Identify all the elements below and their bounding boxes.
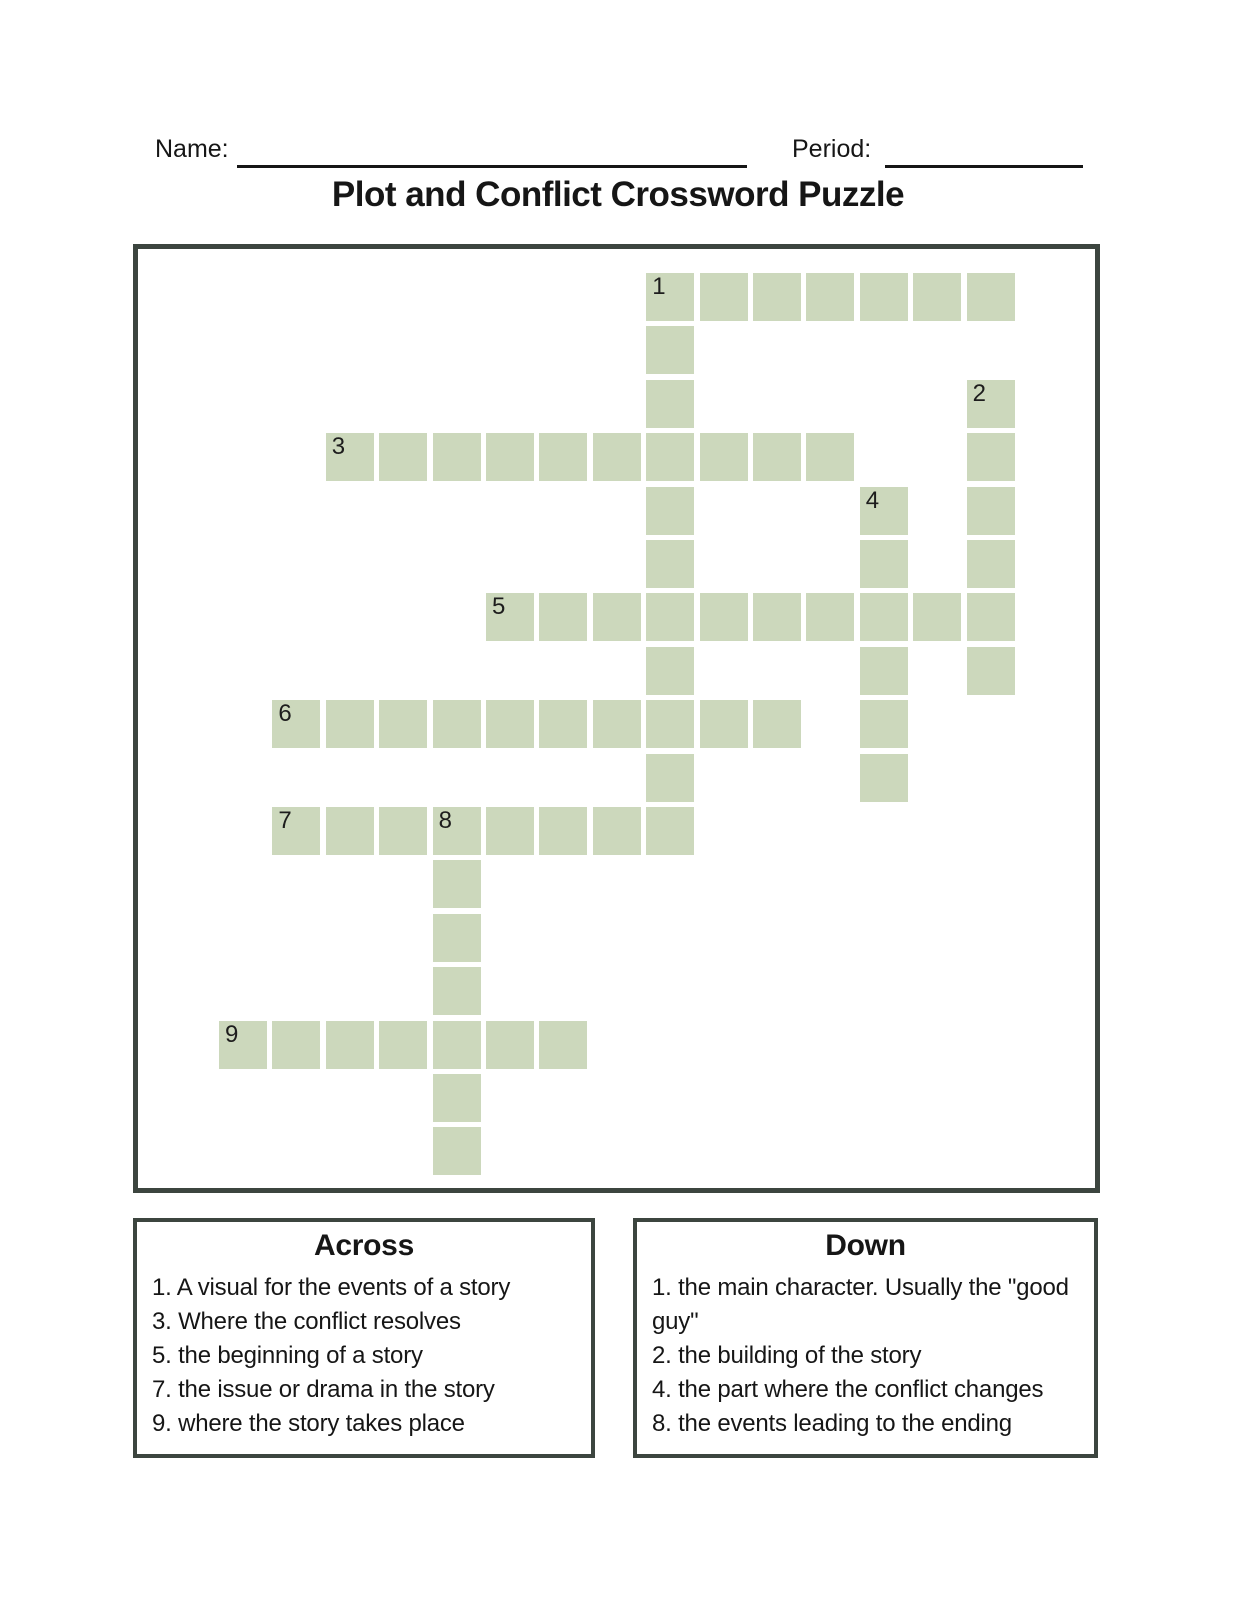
grid-cell[interactable] — [700, 273, 748, 321]
grid-cell[interactable] — [593, 433, 641, 481]
grid-cell[interactable] — [539, 700, 587, 748]
cell-number: 3 — [331, 433, 346, 461]
grid-cell[interactable] — [700, 700, 748, 748]
grid-cell[interactable] — [860, 540, 908, 588]
grid-cell[interactable] — [433, 433, 481, 481]
grid-cell[interactable] — [860, 487, 908, 535]
grid-cell[interactable] — [700, 593, 748, 641]
grid-cell[interactable] — [860, 593, 908, 641]
grid-cell[interactable] — [967, 540, 1015, 588]
clue-item: 5. the beginning of a story — [152, 1342, 423, 1369]
name-label: Name: — [155, 135, 229, 163]
grid-cell[interactable] — [379, 700, 427, 748]
grid-cell[interactable] — [913, 273, 961, 321]
grid-cell[interactable] — [860, 754, 908, 802]
grid-cell[interactable] — [967, 647, 1015, 695]
grid-cell[interactable] — [967, 593, 1015, 641]
grid-cell[interactable] — [700, 433, 748, 481]
grid-cell[interactable] — [646, 273, 694, 321]
grid-cell[interactable] — [753, 433, 801, 481]
cell-number: 2 — [972, 379, 986, 407]
grid-cell[interactable] — [967, 380, 1015, 428]
grid-cell[interactable] — [539, 593, 587, 641]
grid-cell[interactable] — [433, 860, 481, 908]
clue-item: 4. the part where the conflict changes — [652, 1376, 1044, 1403]
grid-cell[interactable] — [860, 647, 908, 695]
grid-cell[interactable] — [753, 593, 801, 641]
grid-cell[interactable] — [272, 700, 320, 748]
grid-cell[interactable] — [433, 700, 481, 748]
period-label: Period: — [792, 135, 872, 163]
grid-cell[interactable] — [379, 1021, 427, 1069]
grid-cell[interactable] — [326, 433, 374, 481]
grid-cell[interactable] — [326, 1021, 374, 1069]
down-title: Down — [825, 1229, 906, 1262]
grid-cell[interactable] — [913, 593, 961, 641]
cell-number: 7 — [278, 807, 292, 834]
grid-cell[interactable] — [967, 433, 1015, 481]
grid-cell[interactable] — [860, 700, 908, 748]
grid-cell[interactable] — [753, 273, 801, 321]
grid-cell[interactable] — [593, 593, 641, 641]
down-clue-list — [637, 1263, 1094, 1441]
grid-cell[interactable] — [646, 754, 694, 802]
cell-number: 1 — [652, 273, 666, 300]
grid-cell[interactable] — [593, 807, 641, 855]
across-title: Across — [314, 1229, 414, 1262]
cell-number: 5 — [492, 593, 506, 621]
grid-cell[interactable] — [486, 593, 534, 641]
grid-cell[interactable] — [593, 700, 641, 748]
period-input-line[interactable] — [885, 139, 1083, 168]
grid-cell[interactable] — [326, 807, 374, 855]
grid-cell[interactable] — [539, 807, 587, 855]
grid-cell[interactable] — [646, 487, 694, 535]
cell-number: 9 — [225, 1020, 239, 1048]
name-input-line[interactable] — [237, 139, 747, 168]
grid-cell[interactable] — [646, 380, 694, 428]
cell-number: 8 — [438, 807, 452, 834]
grid-cell[interactable] — [646, 593, 694, 641]
down-clues-box — [633, 1218, 1098, 1458]
clue-item: 1. A visual for the events of a story — [152, 1274, 511, 1301]
across-clue-list — [137, 1263, 591, 1441]
grid-cell[interactable] — [433, 1074, 481, 1122]
grid-cell[interactable] — [806, 273, 854, 321]
grid-cell[interactable] — [967, 487, 1015, 535]
grid-cell[interactable] — [433, 1127, 481, 1175]
grid-cell[interactable] — [646, 326, 694, 374]
grid-cell[interactable] — [486, 1021, 534, 1069]
grid-cell[interactable] — [272, 1021, 320, 1069]
grid-cell[interactable] — [860, 273, 908, 321]
grid-cell[interactable] — [646, 807, 694, 855]
across-clues-box — [133, 1218, 595, 1458]
grid-cell[interactable] — [433, 1021, 481, 1069]
grid-cell[interactable] — [219, 1021, 267, 1069]
grid-cell[interactable] — [646, 647, 694, 695]
grid-cell[interactable] — [967, 273, 1015, 321]
grid-cell[interactable] — [433, 967, 481, 1015]
clue-item: 9. where the story takes place — [152, 1410, 465, 1437]
grid-cell[interactable] — [326, 700, 374, 748]
grid-cell[interactable] — [646, 700, 694, 748]
crossword-grid — [133, 244, 1100, 1193]
clue-item: 7. the issue or drama in the story — [152, 1376, 495, 1403]
clue-item: 2. the building of the story — [652, 1342, 922, 1369]
cell-number: 4 — [865, 486, 880, 514]
grid-cell[interactable] — [433, 914, 481, 962]
grid-cell[interactable] — [753, 700, 801, 748]
grid-cell[interactable] — [433, 807, 481, 855]
grid-cell[interactable] — [486, 700, 534, 748]
grid-cell[interactable] — [486, 807, 534, 855]
clue-item: 3. Where the conflict resolves — [152, 1308, 461, 1335]
grid-cell[interactable] — [486, 433, 534, 481]
grid-cell[interactable] — [539, 433, 587, 481]
grid-cell[interactable] — [806, 433, 854, 481]
page-title: Plot and Conflict Crossword Puzzle — [331, 175, 905, 214]
clue-item: 8. the events leading to the ending — [652, 1410, 1012, 1437]
clue-item: 1. the main character. Usually the "good guy" — [652, 1274, 1069, 1335]
grid-cell[interactable] — [646, 540, 694, 588]
grid-cell[interactable] — [379, 433, 427, 481]
cell-number: 6 — [278, 700, 292, 728]
grid-cell[interactable] — [646, 433, 694, 481]
grid-cell[interactable] — [806, 593, 854, 641]
grid-cell[interactable] — [379, 807, 427, 855]
grid-cell[interactable] — [272, 807, 320, 855]
grid-cell[interactable] — [539, 1021, 587, 1069]
